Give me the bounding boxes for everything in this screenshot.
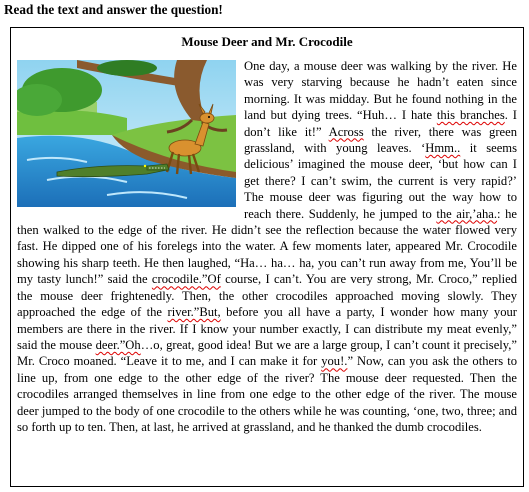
story-box	[10, 27, 524, 487]
story-text-segment: . I don’t like it!”	[244, 108, 517, 139]
story-text-flagged: the air,’aha.	[436, 206, 498, 221]
story-text-flagged: Hmm..	[425, 141, 461, 156]
mouse-deer-crocodile-illustration	[17, 60, 236, 207]
story-text-flagged: river.”But,	[167, 305, 221, 320]
story-text-flagged: deer.”Oh	[95, 337, 141, 352]
story-text-segment: ” Now, can you ask the others to line up, from one edge to the other edge of the river? The mouse deer requested. Then the crocodiles arranged themselves in line from one edge to the other edge of the river. The mouse deer jumped to the body of one crocodile to the others while he was counting, ‘one, two, three; and so forth up to ten. Then, at last, he arrived at grassland, and he thanked the dumb crocodiles.	[17, 354, 517, 434]
story-text-flagged: this branches	[436, 108, 505, 123]
story-text-segment: it seems delicious’ imagined the mouse deer, ‘but how can I get there? I can’t swim, the current is very rapid?’ The mouse deer was figuring out the way how to reach there. Suddenly, he jumped to	[244, 141, 517, 221]
story-text-segment: before you all have a party, I wonder how many your members are there in the river. If I know your number exactly, I can distribute my meat evenly,” said the mouse	[17, 305, 517, 352]
story-text-segment: : he then walked to the edge of the river. He didn’t see the reflection because the water flowed very fast. He dipped one of his forelegs into the water. A few moments later, appeared Mr. Crocodile showing his sharp teeth. He then laughed, “Ha… ha… ha, you can’t run away from me, You’ll be my tasty lunch!” said the	[17, 206, 517, 287]
story-text	[17, 58, 517, 435]
story-text-segment: …o, great, good idea! But we are a large group, I can’t count it precisely,” Mr. Croco moaned. “Leave it to me, and I can make it for	[17, 337, 518, 369]
story-text-flagged: Across	[328, 124, 364, 139]
story-text-segment: One day, a mouse deer was walking by the river. He was very starving because he hadn’t eaten since morning. It was midday. But he found nothing in the land but dying trees. “Huh… I hate	[244, 59, 517, 123]
story-text-flagged: crocodile.”Of	[151, 272, 221, 287]
story-text-segment: the river, there was green grassland, with young leaves. ‘	[244, 124, 517, 156]
story-text-segment: course, I can’t. You are very strong, Mr. Croco,” replied the mouse deer frightenedly. Then, the other crocodiles approached moving slowly. They approached the edge of the	[17, 272, 517, 320]
story-title: Mouse Deer and Mr. Crocodile	[181, 34, 353, 49]
instruction-heading: Read the text and answer the question!	[4, 2, 223, 17]
story-text-flagged: you!.	[321, 354, 348, 369]
